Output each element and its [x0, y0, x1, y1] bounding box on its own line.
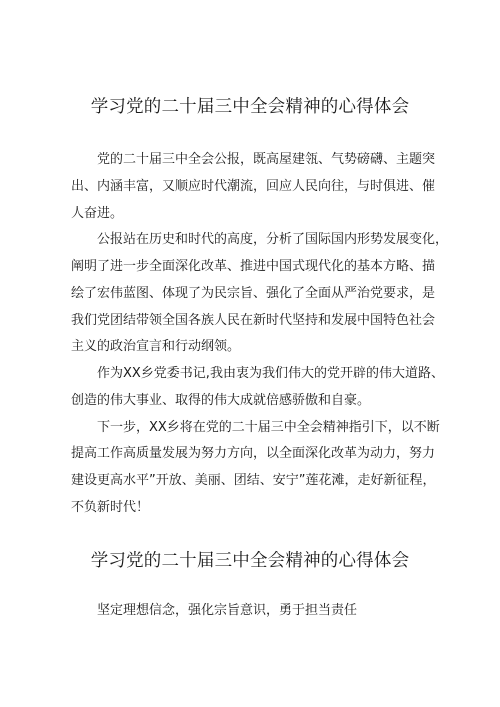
paragraph-line: 党的二十届三中全会公报，既高屋建瓴、气势磅礴、主题突: [71, 152, 436, 167]
paragraph-line: 创造的伟大事业、取得的伟大成就倍感骄傲和自豪。: [71, 393, 371, 408]
paragraph-line: 我们党团结带领全国各族人民在新时代坚持和发展中国特色社会: [71, 313, 436, 328]
paragraph-line: 主义的政治宣言和行动纲领。: [71, 339, 241, 354]
paragraph-line: 下一步，XX乡将在党的二十届三中全会精神指引下，以不断: [71, 420, 440, 435]
paragraph-line: 不负新时代！: [71, 500, 150, 515]
paragraph-line: 提高工作高质量发展为努力方向，以全面深化改革为动力，努力: [71, 446, 436, 461]
document-title: 学习党的二十届三中全会精神的心得体会: [90, 97, 410, 117]
second-document-title: 学习党的二十届三中全会精神的心得体会: [90, 551, 410, 571]
paragraph-line: 绘了宏伟蓝图、体现了为民宗旨、强化了全面从严治党要求，是: [71, 286, 436, 301]
subheading: 坚定理想信念，强化宗旨意识，勇于担当责任: [97, 603, 358, 618]
paragraph-line: 作为XX乡党委书记,我由衷为我们伟大的党开辟的伟大道路、: [71, 366, 444, 381]
paragraph-line: 人奋进。: [71, 206, 124, 221]
paragraph-line: 出、内涵丰富，又顺应时代潮流，回应人民向往，与时俱进、催: [71, 179, 436, 194]
paragraph-line: 建设更高水平”开放、美丽、团结、安宁”莲花滩，走好新征程，: [71, 473, 436, 488]
paragraph-line: 公报站在历史和时代的高度，分析了国际国内形势发展变化，: [71, 232, 449, 247]
paragraph-line: 阐明了进一步全面深化改革、推进中国式现代化的基本方略、描: [71, 259, 436, 274]
